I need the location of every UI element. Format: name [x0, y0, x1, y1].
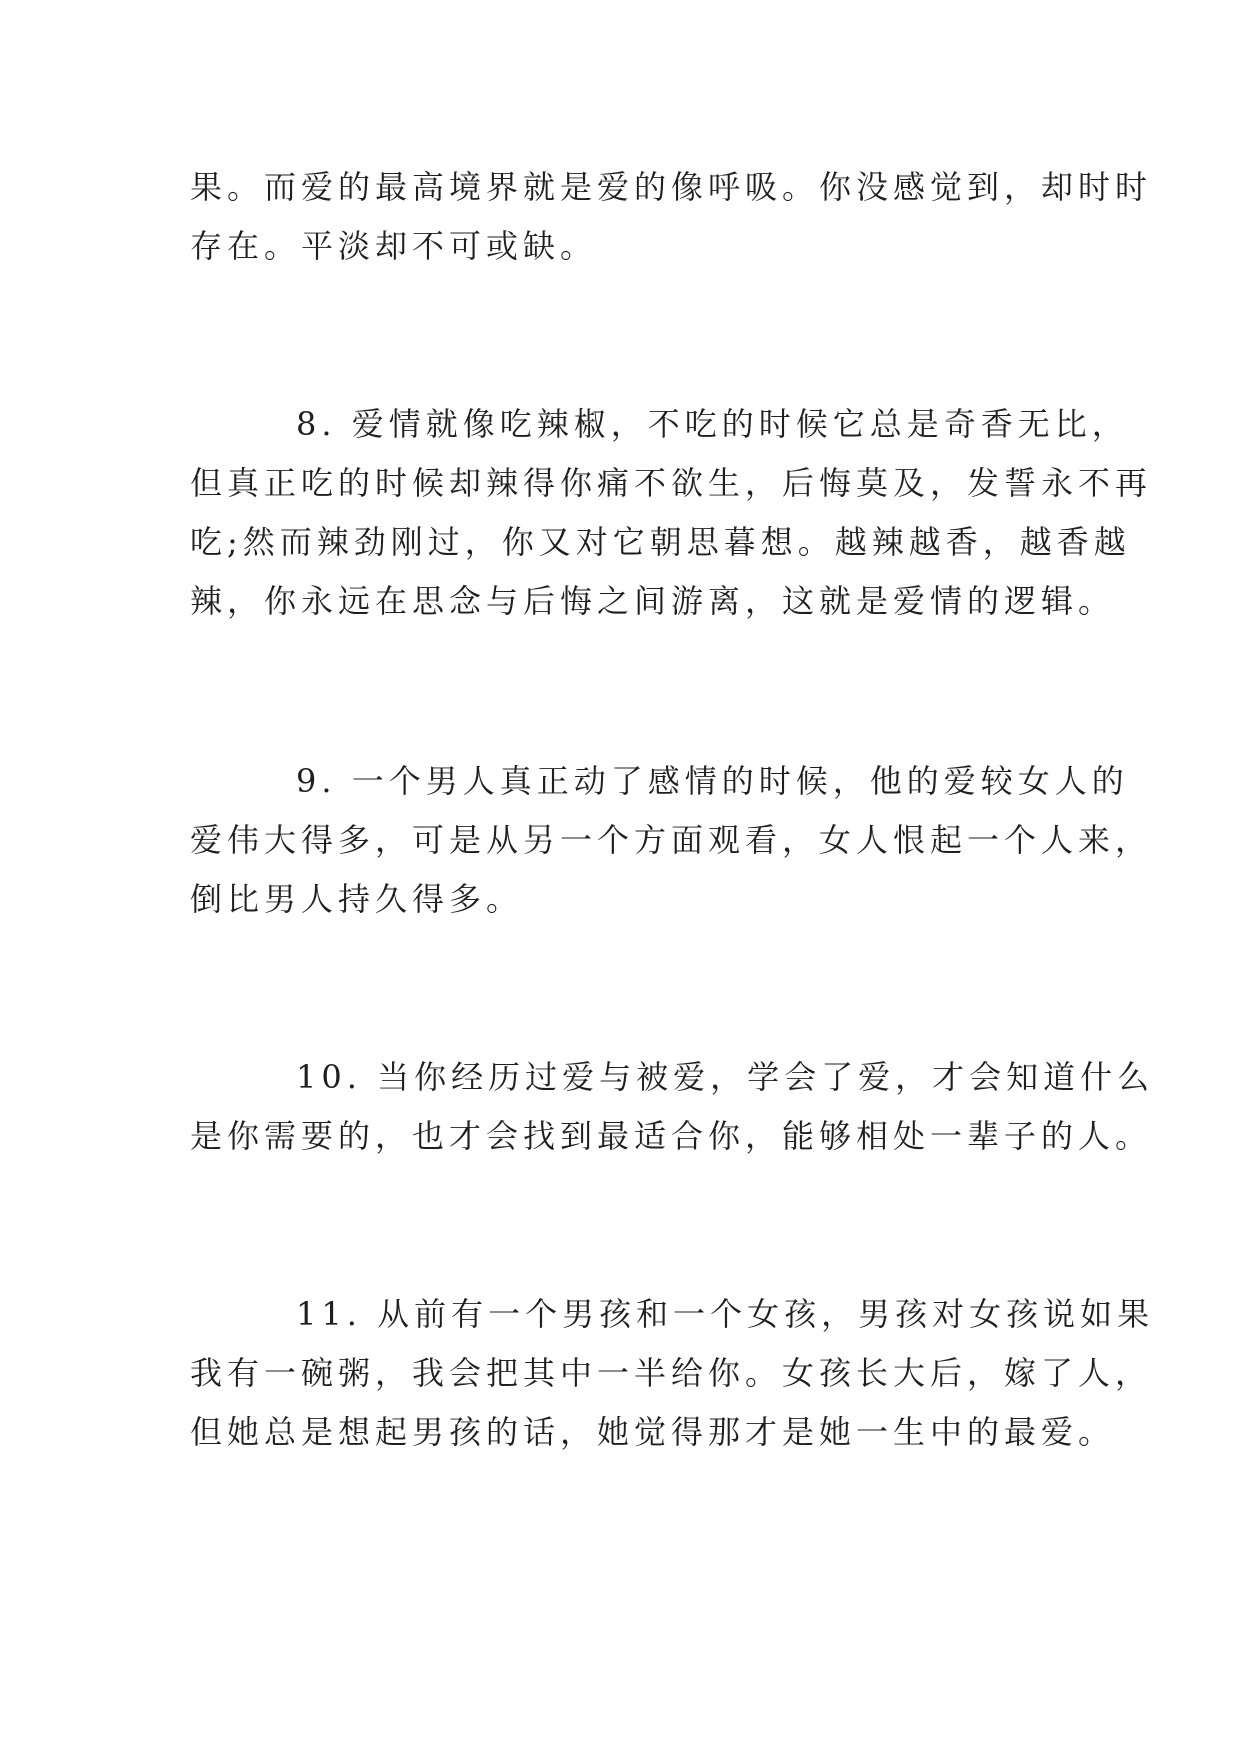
text-line: 10. 当你经历过爱与被爱，学会了爱，才会知道什么: [296, 1058, 1155, 1096]
text-line: 果。而爱的最高境界就是爱的像呼吸。你没感觉到，却时时: [190, 168, 1153, 206]
text-line: 但真正吃的时候却辣得你痛不欲生，后悔莫及，发誓永不再: [190, 464, 1153, 502]
paragraph-9: [190, 752, 1153, 929]
text-line: 倒比男人持久得多。: [190, 880, 524, 918]
text-line: 但她总是想起男孩的话，她觉得那才是她一生中的最爱。: [190, 1413, 1116, 1451]
text-line: 是你需要的，也才会找到最适合你，能够相处一辈子的人。: [190, 1117, 1153, 1155]
text-line: 吃;然而辣劲刚过，你又对它朝思暮想。越辣越香，越香越: [190, 523, 1131, 561]
text-line: 爱伟大得多，可是从另一个方面观看，女人恨起一个人来，: [190, 821, 1153, 859]
text-line: 存在。平淡却不可或缺。: [190, 227, 598, 265]
paragraph-11: [190, 1285, 1155, 1462]
text-line: 8. 爱情就像吃辣椒，不吃的时候它总是奇香无比，: [296, 405, 1129, 443]
text-line: 我有一碗粥，我会把其中一半给你。女孩长大后，嫁了人，: [190, 1354, 1153, 1392]
text-line: 辣，你永远在思念与后悔之间游离，这就是爱情的逻辑。: [190, 582, 1116, 620]
paragraph-7-continuation: [190, 158, 1153, 276]
text-line: 11. 从前有一个男孩和一个女孩，男孩对女孩说如果: [296, 1295, 1155, 1333]
paragraph-8: [190, 395, 1153, 631]
paragraph-10: [190, 1048, 1155, 1166]
text-line: 9. 一个男人真正动了感情的时候，他的爱较女人的: [296, 762, 1129, 800]
